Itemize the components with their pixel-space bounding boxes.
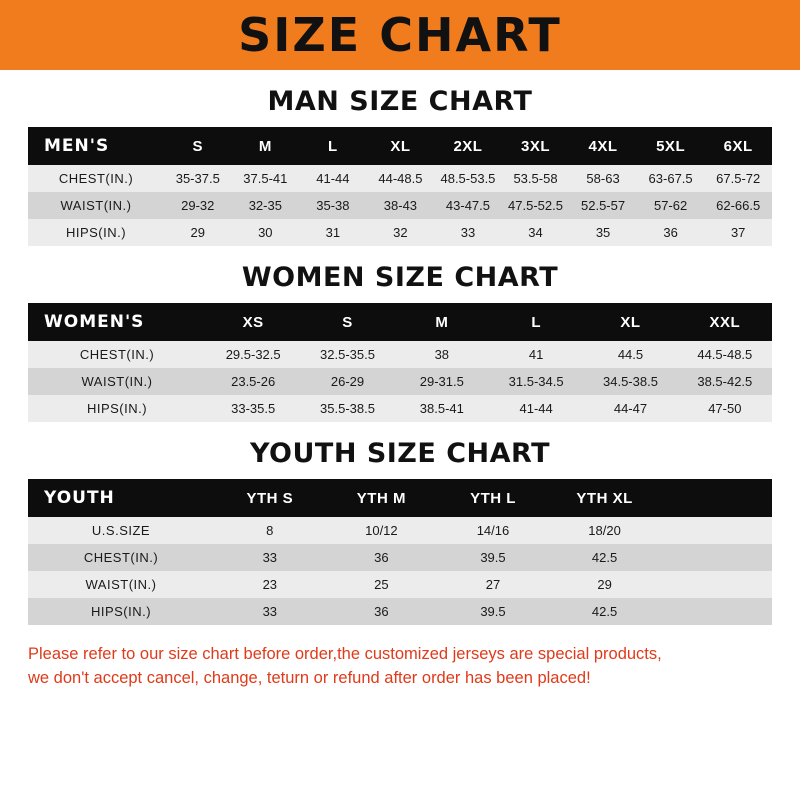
table-cell	[660, 517, 772, 544]
table-cell: 52.5-57	[569, 192, 637, 219]
table-cell: 27	[437, 571, 549, 598]
row-header: HIPS(IN.)	[28, 395, 206, 422]
table-cell: 33	[214, 544, 326, 571]
disclaimer-note	[28, 643, 772, 691]
table-cell: 35-38	[299, 192, 367, 219]
column-header: YOUTH	[28, 479, 214, 517]
table-cell: 34.5-38.5	[583, 368, 677, 395]
table-cell: 62-66.5	[704, 192, 772, 219]
column-header: YTH S	[214, 479, 326, 517]
table-cell: 29	[549, 571, 661, 598]
table-cell: 38	[395, 341, 489, 368]
column-header: MEN'S	[28, 127, 164, 165]
row-header: CHEST(IN.)	[28, 341, 206, 368]
column-header: 2XL	[434, 127, 502, 165]
table-row	[28, 395, 772, 422]
table-header-row	[28, 479, 772, 517]
table-cell: 36	[326, 544, 438, 571]
section-title-men: MAN SIZE CHART	[267, 86, 533, 117]
table-cell: 29-31.5	[395, 368, 489, 395]
table-row	[28, 571, 772, 598]
column-header: M	[232, 127, 300, 165]
table-cell: 35-37.5	[164, 165, 232, 192]
section-title-women: WOMEN SIZE CHART	[241, 262, 559, 293]
table-row	[28, 341, 772, 368]
table-row	[28, 165, 772, 192]
row-header: U.S.SIZE	[28, 517, 214, 544]
table-cell: 42.5	[549, 598, 661, 625]
table-cell: 34	[502, 219, 570, 246]
table-row	[28, 192, 772, 219]
table-cell: 43-47.5	[434, 192, 502, 219]
table-cell: 26-29	[300, 368, 394, 395]
row-header: HIPS(IN.)	[28, 219, 164, 246]
table-cell: 29-32	[164, 192, 232, 219]
table-row	[28, 368, 772, 395]
table-row	[28, 517, 772, 544]
table-cell: 63-67.5	[637, 165, 705, 192]
column-header: WOMEN'S	[28, 303, 206, 341]
table-cell: 32.5-35.5	[300, 341, 394, 368]
table-cell: 29.5-32.5	[206, 341, 300, 368]
youth-size-table	[28, 479, 772, 625]
page-title: SIZE CHART	[238, 8, 562, 62]
table-cell: 25	[326, 571, 438, 598]
table-cell: 44.5-48.5	[678, 341, 772, 368]
table-cell: 32-35	[232, 192, 300, 219]
table-cell: 41	[489, 341, 583, 368]
disclaimer-line-2: we don't accept cancel, change, teturn or refund after order has been placed!	[28, 668, 591, 687]
table-cell: 47-50	[678, 395, 772, 422]
page-banner	[0, 0, 800, 70]
column-header: 4XL	[569, 127, 637, 165]
table-cell: 8	[214, 517, 326, 544]
content-area	[0, 86, 800, 691]
table-row	[28, 219, 772, 246]
column-header: S	[164, 127, 232, 165]
column-header: XL	[583, 303, 677, 341]
table-cell: 58-63	[569, 165, 637, 192]
table-cell: 37.5-41	[232, 165, 300, 192]
column-header: XXL	[678, 303, 772, 341]
table-cell: 18/20	[549, 517, 661, 544]
table-header-row	[28, 303, 772, 341]
column-header: YTH L	[437, 479, 549, 517]
column-header: YTH XL	[549, 479, 661, 517]
women-size-table	[28, 303, 772, 422]
table-cell: 23	[214, 571, 326, 598]
row-header: HIPS(IN.)	[28, 598, 214, 625]
table-cell: 47.5-52.5	[502, 192, 570, 219]
table-cell: 36	[637, 219, 705, 246]
row-header: WAIST(IN.)	[28, 192, 164, 219]
table-cell: 30	[232, 219, 300, 246]
table-cell: 31.5-34.5	[489, 368, 583, 395]
table-cell: 39.5	[437, 544, 549, 571]
table-cell: 44.5	[583, 341, 677, 368]
table-cell: 35.5-38.5	[300, 395, 394, 422]
column-header: 5XL	[637, 127, 705, 165]
table-cell: 37	[704, 219, 772, 246]
table-cell: 44-48.5	[367, 165, 435, 192]
column-header: L	[299, 127, 367, 165]
men-size-table	[28, 127, 772, 246]
table-cell: 39.5	[437, 598, 549, 625]
table-cell: 42.5	[549, 544, 661, 571]
table-cell: 23.5-26	[206, 368, 300, 395]
row-header: CHEST(IN.)	[28, 544, 214, 571]
table-cell: 38.5-42.5	[678, 368, 772, 395]
table-row	[28, 598, 772, 625]
table-row	[28, 544, 772, 571]
column-header: M	[395, 303, 489, 341]
table-cell: 32	[367, 219, 435, 246]
table-cell: 44-47	[583, 395, 677, 422]
column-header: XS	[206, 303, 300, 341]
column-header: S	[300, 303, 394, 341]
table-cell	[660, 544, 772, 571]
table-cell: 38.5-41	[395, 395, 489, 422]
table-cell	[660, 571, 772, 598]
row-header: CHEST(IN.)	[28, 165, 164, 192]
column-header: 3XL	[502, 127, 570, 165]
table-cell: 67.5-72	[704, 165, 772, 192]
table-cell: 14/16	[437, 517, 549, 544]
table-cell: 29	[164, 219, 232, 246]
column-header: 6XL	[704, 127, 772, 165]
table-cell: 35	[569, 219, 637, 246]
column-header: L	[489, 303, 583, 341]
disclaimer-line-1: Please refer to our size chart before order,the customized jerseys are special products,	[28, 645, 662, 663]
table-cell: 31	[299, 219, 367, 246]
table-cell: 10/12	[326, 517, 438, 544]
table-cell: 41-44	[299, 165, 367, 192]
table-header-row	[28, 127, 772, 165]
column-header-empty	[660, 479, 772, 517]
table-cell: 41-44	[489, 395, 583, 422]
table-cell: 53.5-58	[502, 165, 570, 192]
table-cell	[660, 598, 772, 625]
table-cell: 57-62	[637, 192, 705, 219]
column-header: XL	[367, 127, 435, 165]
section-title-youth: YOUTH SIZE CHART	[249, 438, 551, 469]
column-header: YTH M	[326, 479, 438, 517]
table-cell: 36	[326, 598, 438, 625]
row-header: WAIST(IN.)	[28, 571, 214, 598]
table-cell: 33	[214, 598, 326, 625]
table-cell: 33	[434, 219, 502, 246]
table-cell: 33-35.5	[206, 395, 300, 422]
row-header: WAIST(IN.)	[28, 368, 206, 395]
table-cell: 38-43	[367, 192, 435, 219]
table-cell: 48.5-53.5	[434, 165, 502, 192]
